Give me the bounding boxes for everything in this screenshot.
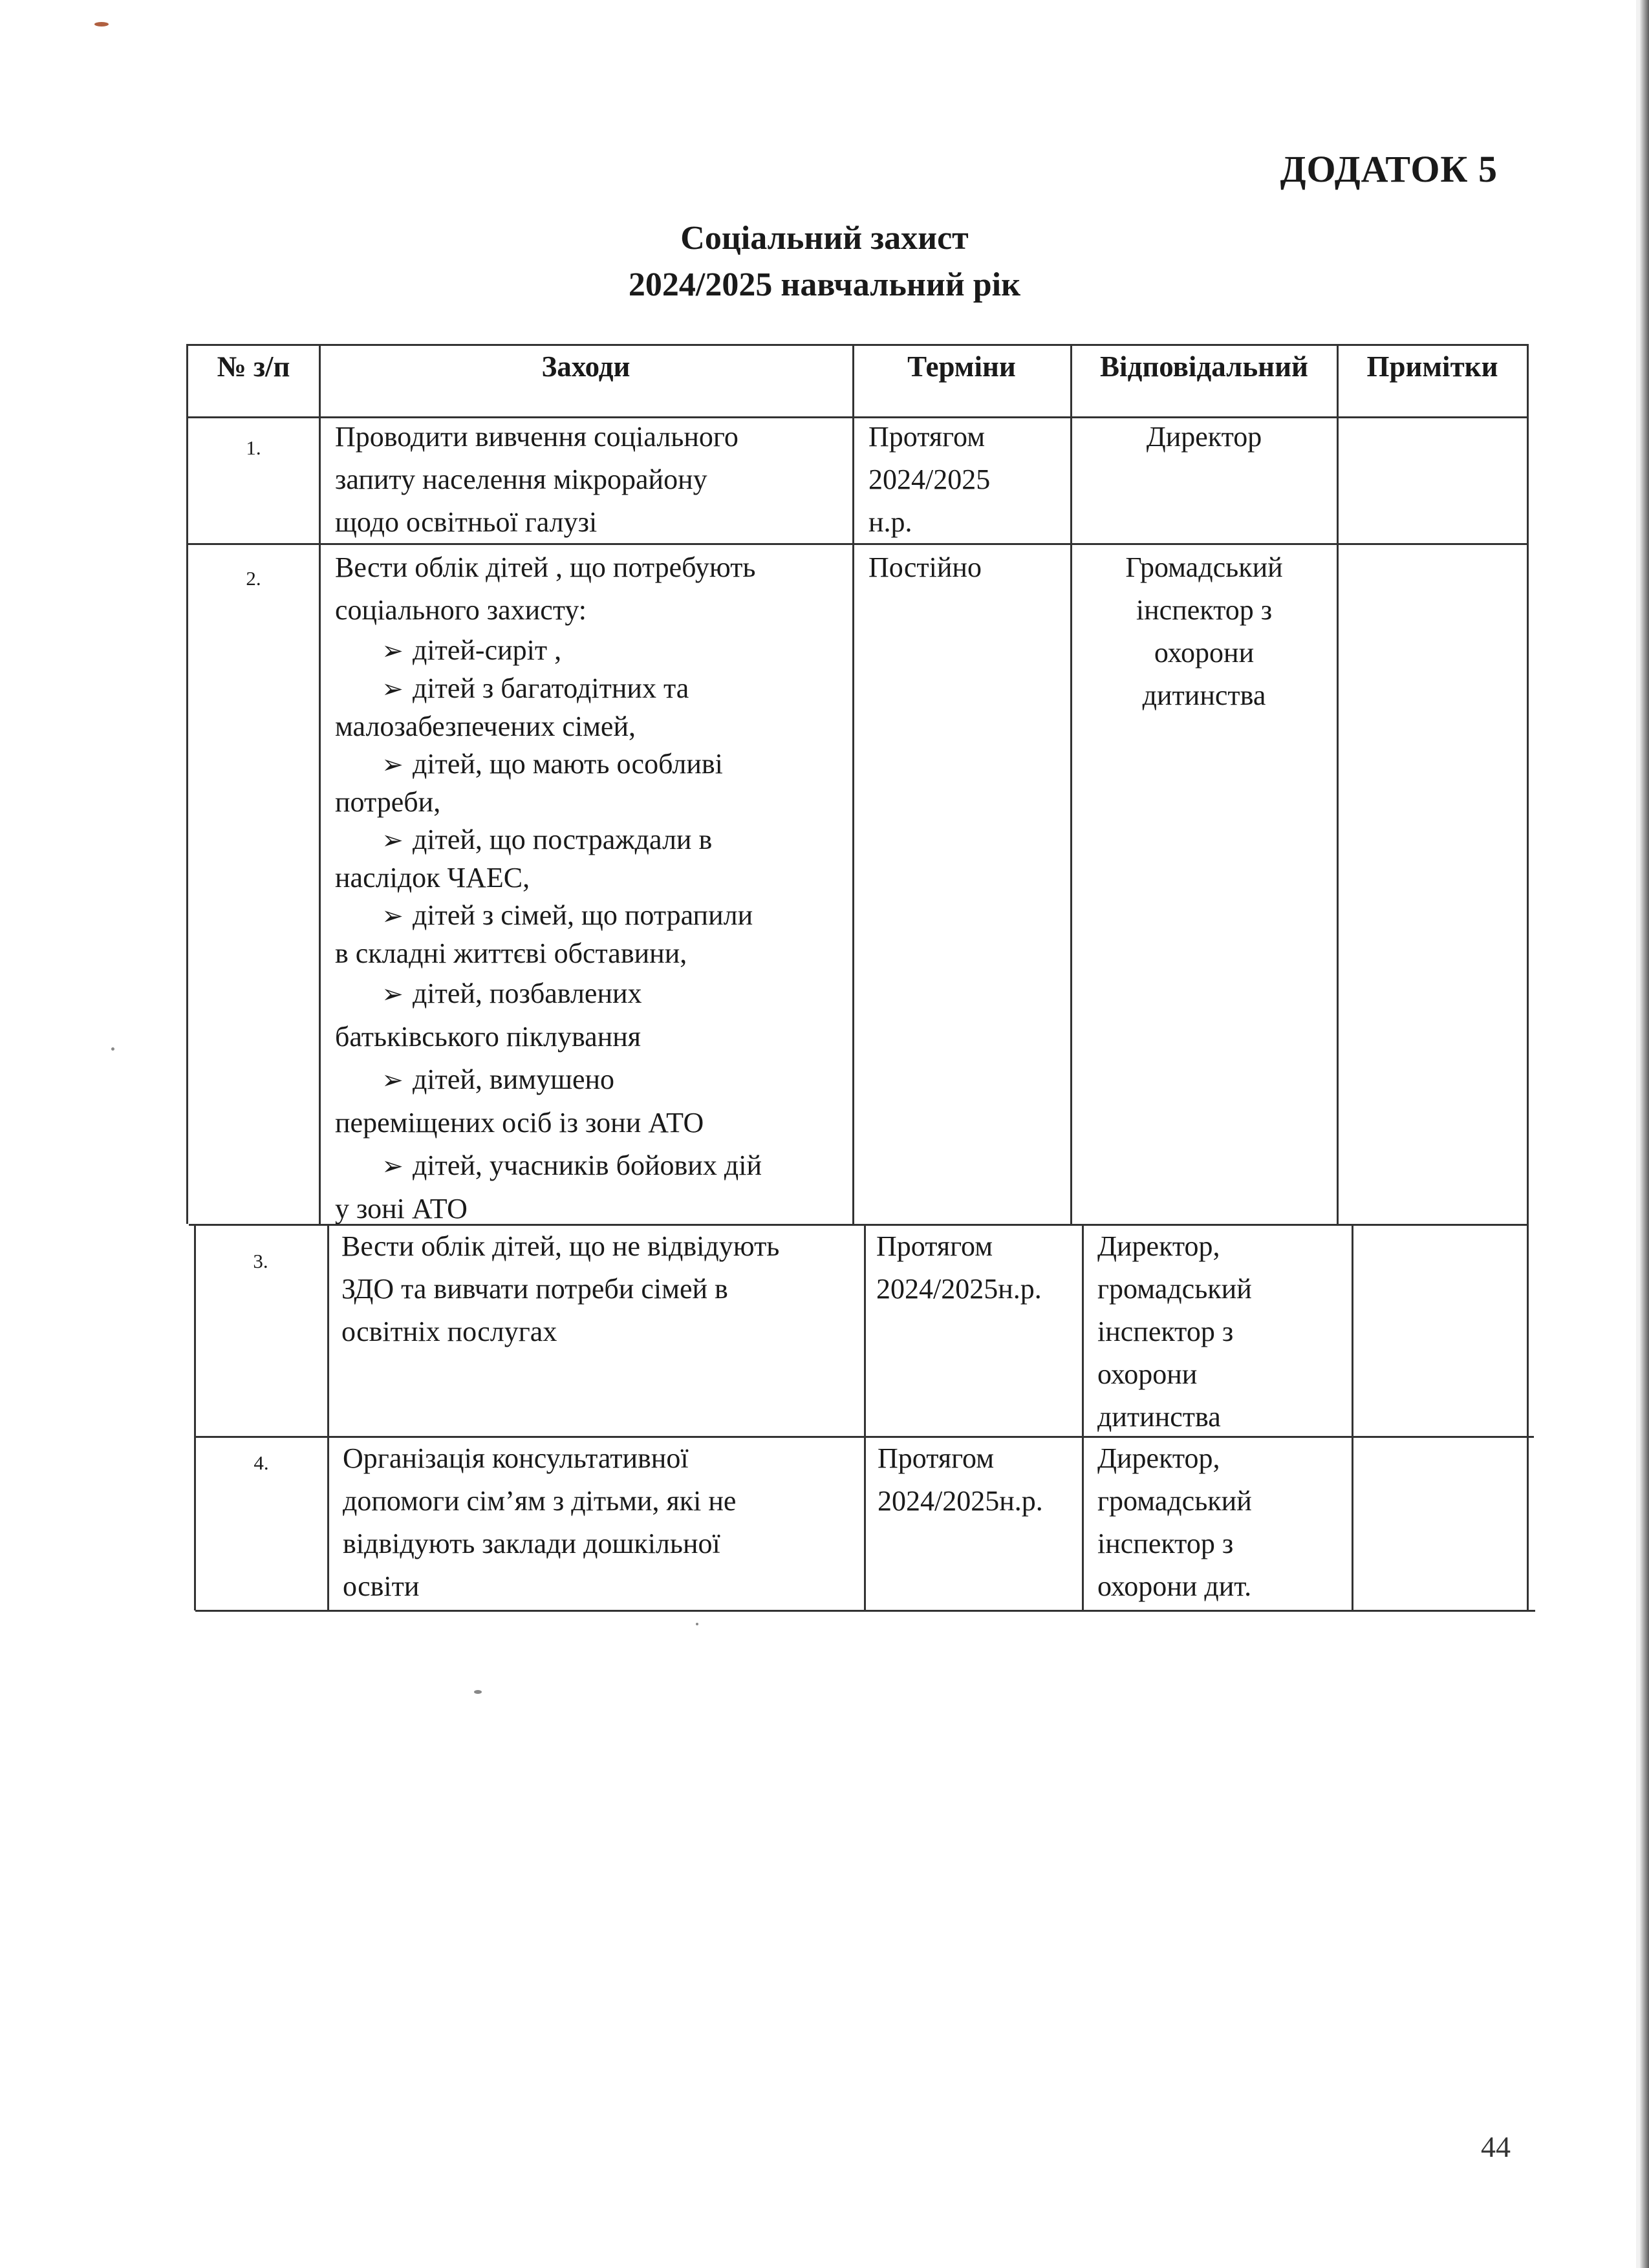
- activity-line: допомоги сім’ям з дітьми, які не: [343, 1485, 737, 1517]
- header-activities: Заходи: [541, 350, 630, 383]
- responsible-line: Директор: [1146, 421, 1262, 453]
- arrow-bullet-icon: ➢: [382, 750, 404, 779]
- table-column-divider: [327, 1224, 329, 1610]
- appendix-label: ДОДАТОК 5: [1280, 148, 1498, 190]
- header-number: № з/п: [217, 350, 290, 383]
- arrow-bullet-icon: ➢: [382, 636, 404, 665]
- activity-line: Вести облік дітей , що потребують: [335, 551, 756, 583]
- activity-line: освітніх послугах: [341, 1316, 557, 1347]
- term-line: н.р.: [868, 506, 912, 538]
- row-term: [868, 546, 1069, 589]
- row-activity: [335, 416, 846, 544]
- row-term: [878, 1437, 1082, 1523]
- arrow-bullet-icon: ➢: [382, 826, 404, 855]
- responsible-line: Директор,: [1097, 1442, 1220, 1474]
- arrow-bullet-icon: ➢: [382, 1151, 404, 1181]
- responsible-line: інспектор з: [1136, 594, 1273, 626]
- header-notes: Примітки: [1366, 350, 1498, 383]
- list-item-text: дітей з сімей, що потрапили: [413, 899, 753, 931]
- list-item-text: дітей з багатодітних та: [413, 672, 689, 704]
- row-responsible: [1072, 546, 1336, 717]
- responsible-line: громадський: [1097, 1273, 1252, 1305]
- list-item-continuation: потреби,: [335, 786, 441, 818]
- responsible-line: охорони: [1154, 637, 1255, 669]
- list-item-text: дітей, позбавлених: [413, 978, 642, 1009]
- activity-line: освіти: [343, 1570, 420, 1602]
- list-item: [335, 897, 852, 935]
- responsible-line: дитинства: [1097, 1401, 1221, 1433]
- arrow-bullet-icon: ➢: [382, 674, 404, 703]
- activity-line: запиту населення мікрорайону: [335, 464, 707, 495]
- term-line: Протягом: [868, 421, 986, 453]
- table-border-right: [1527, 344, 1529, 1610]
- term-line: Протягом: [878, 1442, 995, 1474]
- activity-line: Організація консультативної: [343, 1442, 689, 1474]
- document-title: [0, 215, 1649, 308]
- activity-line: Вести облік дітей, що не відвідують: [341, 1230, 780, 1262]
- term-line: Постійно: [868, 551, 982, 583]
- list-item: [335, 1144, 852, 1188]
- activity-line: Проводити вивчення соціального: [335, 421, 738, 453]
- table-column-divider: [852, 344, 854, 1224]
- list-item-continuation: малозабезпечених сімей,: [335, 711, 636, 742]
- bullet-list: [335, 632, 852, 972]
- responsible-line: охорони: [1097, 1358, 1198, 1390]
- list-item-continuation: в складні життєві обставини,: [335, 937, 687, 969]
- responsible-line: охорони дит.: [1097, 1570, 1252, 1602]
- title-line-2: 2024/2025 навчальний рік: [628, 266, 1021, 303]
- row-responsible: [1072, 416, 1336, 458]
- list-item-continuation: батьківського піклування: [335, 1021, 641, 1053]
- list-item-continuation: у зоні АТО: [335, 1193, 468, 1225]
- scan-speck: [94, 22, 109, 27]
- table-column-divider: [1070, 344, 1072, 1224]
- table-column-divider: [319, 344, 321, 1224]
- term-line: Протягом: [876, 1230, 993, 1262]
- activity-line: соціального захисту:: [335, 594, 587, 626]
- arrow-bullet-icon: ➢: [382, 979, 404, 1009]
- responsible-line: громадський: [1097, 1485, 1252, 1517]
- list-item: [335, 745, 852, 784]
- row-number: 1.: [246, 436, 261, 459]
- list-item-text: дітей, учасників бойових дій: [413, 1150, 762, 1181]
- row-activity: [341, 1225, 863, 1353]
- activity-line: ЗДО та вивчати потреби сімей в: [341, 1273, 728, 1305]
- arrow-bullet-icon: ➢: [382, 901, 404, 930]
- list-item: [335, 632, 852, 670]
- header-terms: Терміни: [907, 350, 1016, 383]
- list-item: [335, 670, 852, 708]
- table-border-left: [186, 344, 188, 1224]
- list-item-text: дітей-сиріт ,: [413, 634, 562, 666]
- scan-speck: [111, 1047, 114, 1051]
- title-line-1: Соціальний захист: [680, 220, 969, 257]
- header-responsible: Відповідальний: [1100, 350, 1308, 383]
- row-term: [876, 1225, 1081, 1311]
- row-responsible: [1097, 1437, 1350, 1608]
- arrow-bullet-icon: ➢: [382, 1065, 404, 1095]
- table-column-divider: [1352, 1224, 1353, 1610]
- responsible-line: дитинства: [1142, 679, 1266, 711]
- responsible-line: Директор,: [1097, 1230, 1220, 1262]
- table-column-divider: [864, 1224, 866, 1610]
- term-line: 2024/2025н.р.: [876, 1273, 1042, 1305]
- term-line: 2024/2025н.р.: [878, 1485, 1043, 1517]
- activity-line: відвідують заклади дошкільної: [343, 1528, 720, 1559]
- list-item-continuation: наслідок ЧАЕС,: [335, 862, 530, 893]
- page-number: 44: [1481, 2130, 1511, 2163]
- list-item-continuation: переміщених осіб із зони АТО: [335, 1107, 704, 1139]
- list-item-text: дітей, вимушено: [413, 1064, 615, 1095]
- row-number: 2.: [246, 567, 261, 590]
- row-term: [868, 416, 1069, 544]
- list-item: [335, 821, 852, 859]
- row-number: 3.: [253, 1250, 268, 1272]
- table-column-divider: [1082, 1224, 1084, 1610]
- row-number: 4.: [253, 1451, 269, 1474]
- list-item-text: дітей, що постраждали в: [413, 824, 713, 855]
- row-activity: [343, 1437, 863, 1608]
- responsible-line: інспектор з: [1097, 1316, 1234, 1347]
- list-item-text: дітей, що мають особливі: [413, 748, 723, 780]
- responsible-line: Громадський: [1125, 551, 1283, 583]
- term-line: 2024/2025: [868, 464, 991, 495]
- scan-speck: [474, 1690, 482, 1694]
- scan-speck: [696, 1623, 698, 1625]
- scan-edge-shadow: [1640, 0, 1649, 2268]
- table-column-divider: [1337, 344, 1339, 1224]
- activity-line: щодо освітньої галузі: [335, 506, 598, 538]
- row-activity: [335, 546, 852, 1230]
- responsible-line: інспектор з: [1097, 1528, 1234, 1559]
- list-item: [335, 1058, 852, 1102]
- row-responsible: [1097, 1225, 1350, 1439]
- list-item: [335, 972, 852, 1016]
